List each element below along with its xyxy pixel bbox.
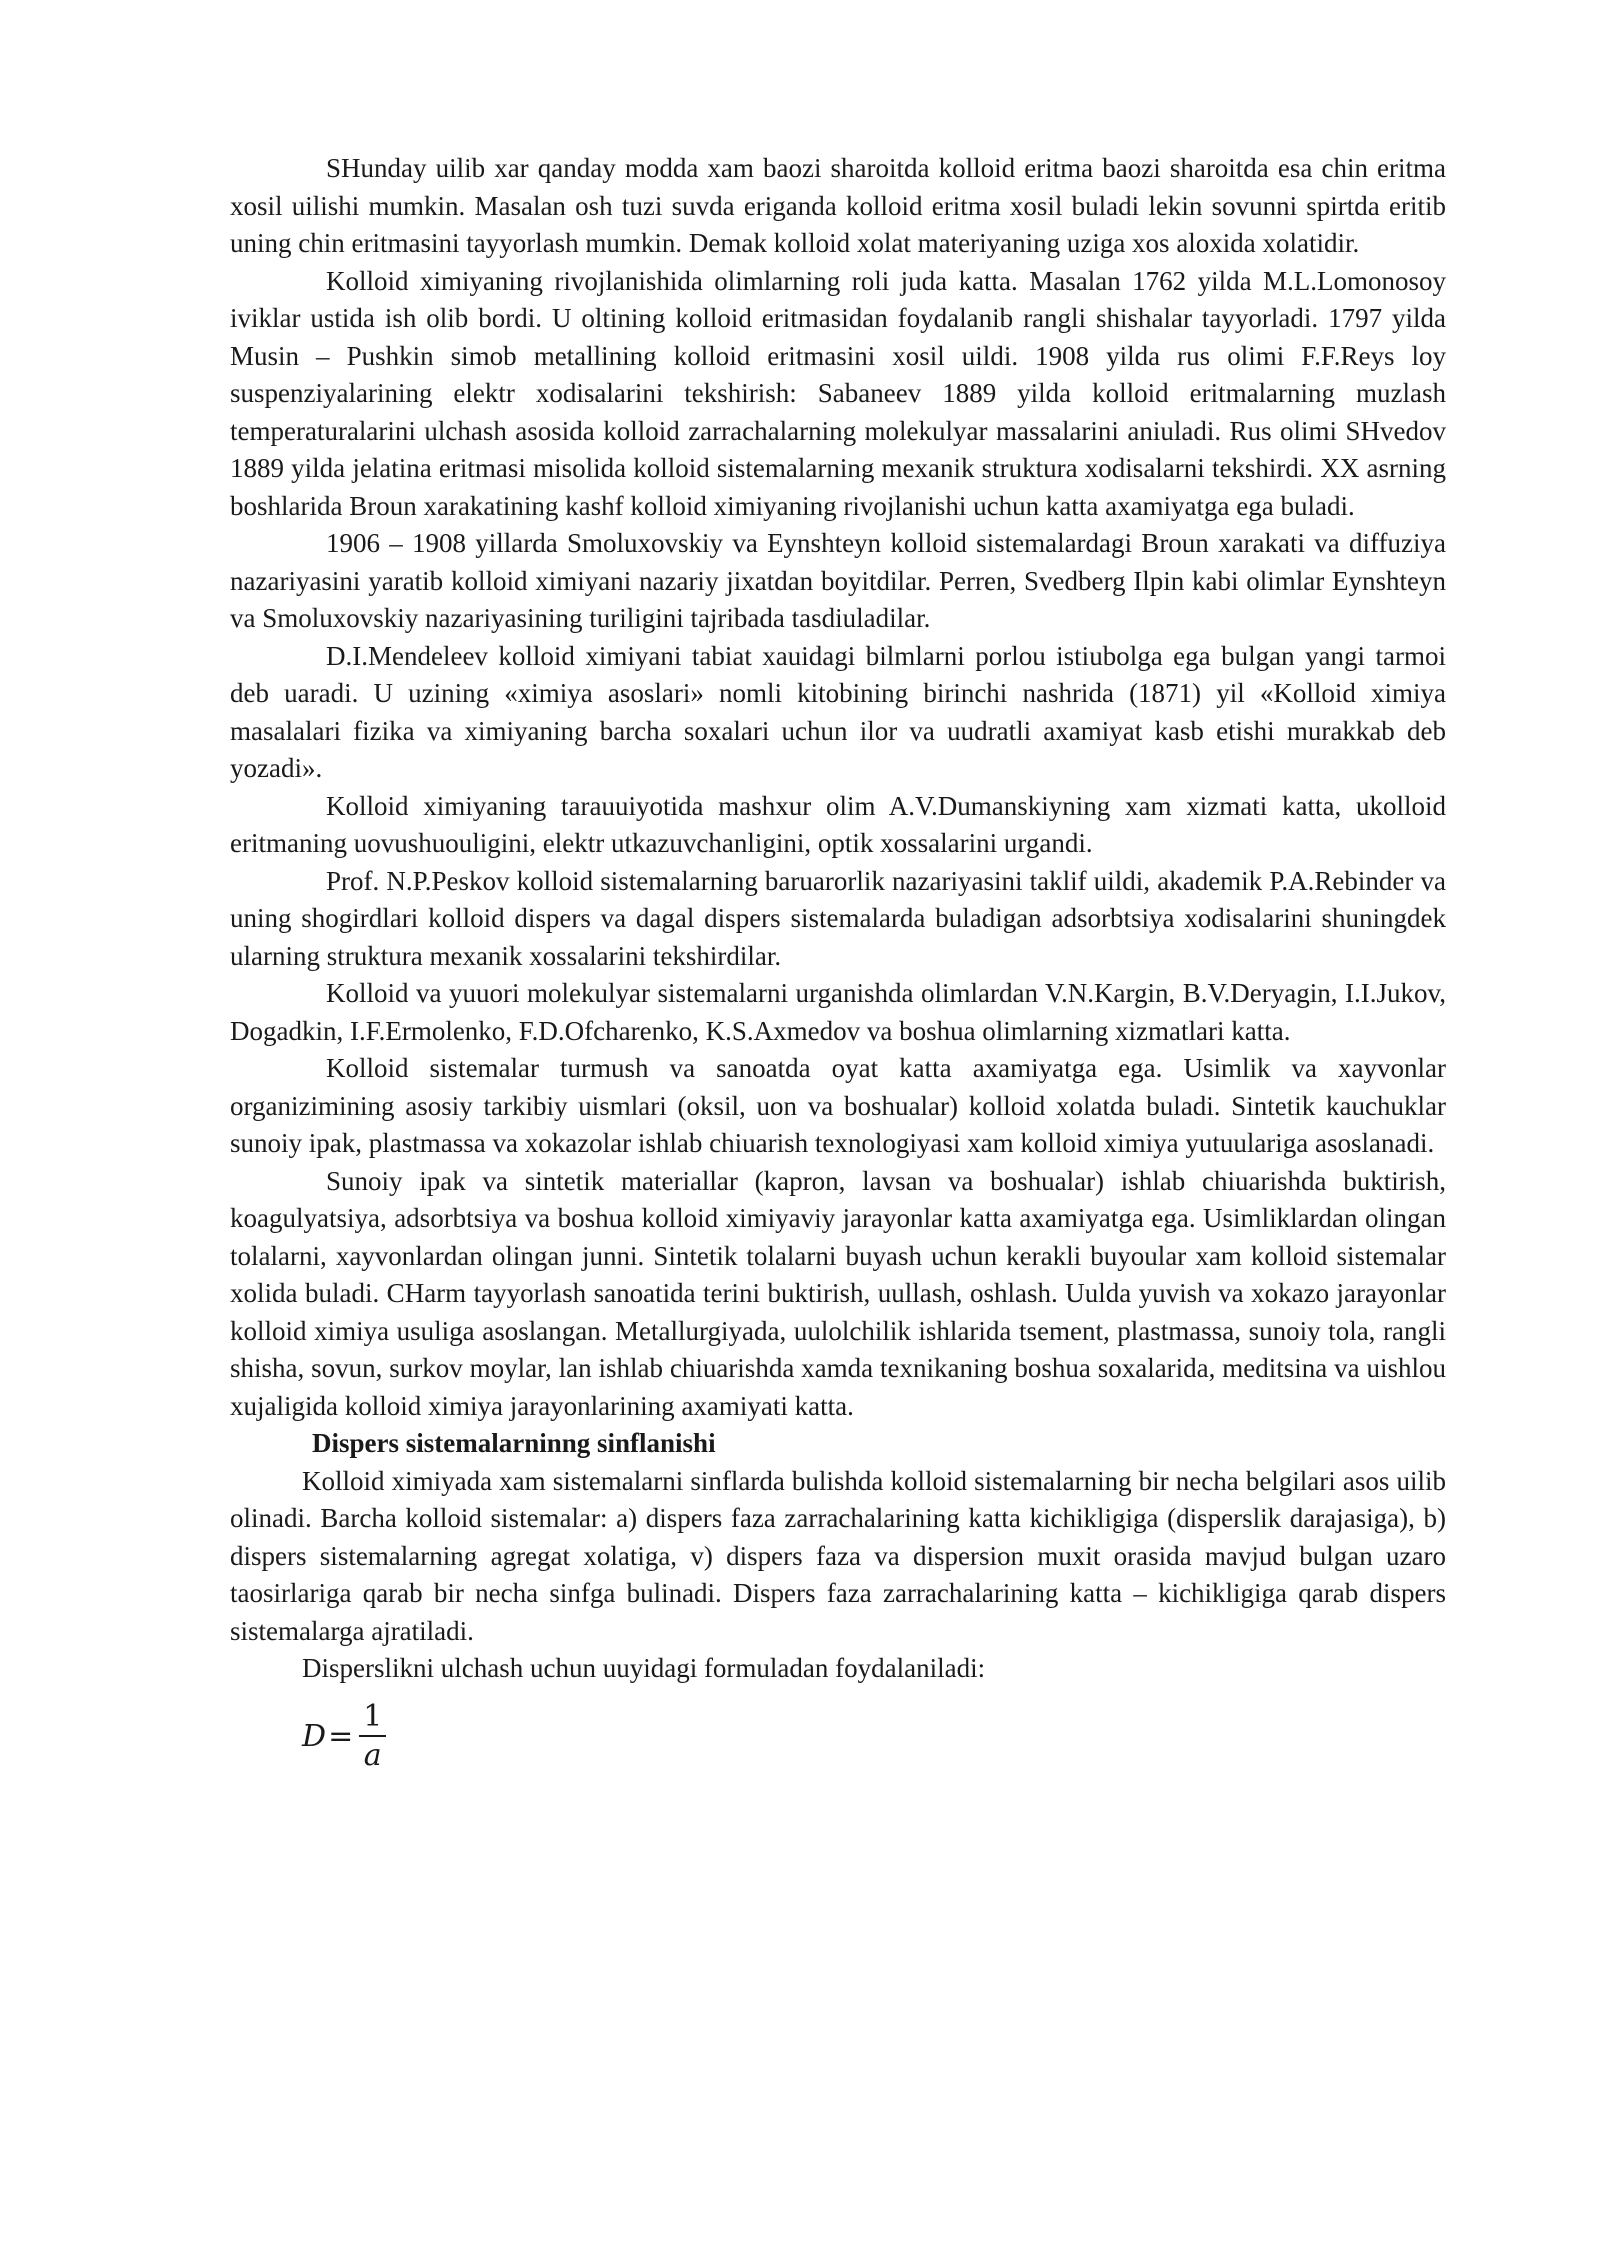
paragraph-9: Sunoiy ipak va sintetik materiallar (kapron, lavsan va boshualar) ishlab chiuarishda buktirish, koagulyatsiya, adsorbtsiya va boshua kolloid ximiyaviy jarayonlar katta axamiyatga ega. Usimliklardan olingan tolalarni, xayvonlardan olingan junni. Sintetik tolalarni buyash uchun kerakli buyoular xam kolloid sistemalar xolida buladi. CHarm tayyorlash sanoatida terini buktirish, uullash, oshlash. Uulda yuvish va xokazo jarayonlar kolloid ximiya usuliga asoslangan. Metallurgiyada, uulolchilik ishlarida tsement, plastmassa, sunoiy tola, rangli shisha, sovun, surkov moylar, lan ishlab chiuarishda xamda texnikaning boshua soxalarida, meditsina va uishlou xujaligida kolloid ximiya jarayonlarining axamiyati katta. [230, 1165, 1446, 1421]
formula-denominator: a [363, 1737, 382, 1773]
formula-lhs: D [302, 1718, 327, 1754]
paragraph-3: 1906 – 1908 yillarda Smoluxovskiy va Eynshteyn kolloid sistemalardagi Broun xarakati va diffuziya nazariyasini yaratib kolloid ximiyani nazariy jixatdan boyitdilar. Perren, Svedberg Ilpin kabi olimlar Eynshteyn va Smoluxovskiy nazariyasining turiligini tajribada tasdiuladilar. [230, 528, 1446, 633]
document-page [230, 150, 1446, 1782]
formula-equals: = [328, 1718, 354, 1754]
paragraph-1: SHunday uilib xar qanday modda xam baozi sharoitda kolloid eritma baozi sharoitda esa chin eritma xosil uilishi mumkin. Masalan osh tuzi suvda eriganda kolloid eritma xosil buladi lekin sovunni spirtda eritib uning chin eritmasini tayyorlash mumkin. Demak kolloid xolat materiyaning uziga xos aloxida xolatidir. [230, 153, 1446, 258]
paragraph-6: Prof. N.P.Peskov kolloid sistemalarning baruarorlik nazariyasini taklif uildi, akademik P.A.Rebinder va uning shogirdlari kolloid dispers va dagal dispers sistemalarda buladigan adsorbtsiya xodisalarini shuningdek ularning struktura mexanik xossalarini tekshirdilar. [230, 865, 1446, 971]
paragraph-11: Disperslikni ulchash uchun uuyidagi formuladan foydalaniladi: [302, 1653, 986, 1683]
formula-fraction [359, 1699, 386, 1775]
section-heading: Dispers sistemalarninng sinflanishi [312, 1428, 716, 1458]
paragraph-5: Kolloid ximiyaning tarauuiyotida mashxur olim A.V.Dumanskiyning xam xizmati katta, ukolloid eritmaning uovushuouligini, elektr utkazuvchanligini, optik xossalarini urgandi. [230, 790, 1446, 858]
paragraph-2: Kolloid ximiyaning rivojlanishida olimlarning roli juda katta. Masalan 1762 yilda M.L.Lomonosoy iviklar ustida ish olib bordi. U oltining kolloid eritmasidan foydalanib rangli shishalar tayyorladi. 1797 yilda Musin – Pushkin simob metallining kolloid eritmasini xosil uildi. 1908 yilda rus olimi F.F.Reys loy suspenziyalarining elektr xodisalarini tekshirish: Sabaneev 1889 yilda kolloid eritmalarning muzlash temperaturalarini ulchash asosida kolloid zarrachalarning molekulyar massalarini aniuladi. Rus olimi SHvedov 1889 yilda jelatina eritmasi misolida kolloid sistemalarning mexanik struktura xodisalarni tekshirdi. XX asrning boshlarida Broun xarakatining kashf kolloid ximiyaning rivojlanishi uchun katta axamiyatga ega buladi. [230, 265, 1446, 521]
disperslik-formula [230, 1692, 1446, 1782]
paragraph-7: Kolloid va yuuori molekulyar sistemalarni urganishda olimlardan V.N.Kargin, B.V.Deryagin, I.I.Jukov, Dogadkin, I.F.Ermolenko, F.D.Ofcharenko, K.S.Axmedov va boshua olimlarning xizmatlari katta. [230, 978, 1446, 1046]
paragraph-4: D.I.Mendeleev kolloid ximiyani tabiat xauidagi bilmlarni porlou istiubolga ega bulgan yangi tarmoi deb uaradi. U uzining «ximiya asoslari» nomli kitobining birinchi nashrida (1871) yil «Kolloid ximiya masalalari fizika va ximiyaning barcha soxalari uchun ilor va uudratli axamiyat kasb etishi murakkab deb yozadi». [230, 640, 1446, 783]
formula-numerator: 1 [363, 1698, 383, 1734]
paragraph-8: Kolloid sistemalar turmush va sanoatda oyat katta axamiyatga ega. Usimlik va xayvonlar organizimining asosiy tarkibiy uismlari (oksil, uon va boshualar) kolloid xolatda buladi. Sintetik kauchuklar sunoiy ipak, plastmassa va xokazolar ishlab chiuarish texnologiyasi xam kolloid ximiya yutuulariga asoslanadi. [230, 1053, 1446, 1158]
paragraph-10: Kolloid ximiyada xam sistemalarni sinflarda bulishda kolloid sistemalarning bir necha belgilari asos uilib olinadi. Barcha kolloid sistemalar: a) dispers faza zarrachalarining katta kichikligiga (disperslik darajasiga), b) dispers sistemalarning agregat xolatiga, v) dispers faza va dispersion muxit orasida mavjud bulgan uzaro taosirlariga qarab bir necha sinfga bulinadi. Dispers faza zarrachalarining katta – kichikligiga qarab dispers sistemalarga ajratiladi. [230, 1465, 1446, 1646]
